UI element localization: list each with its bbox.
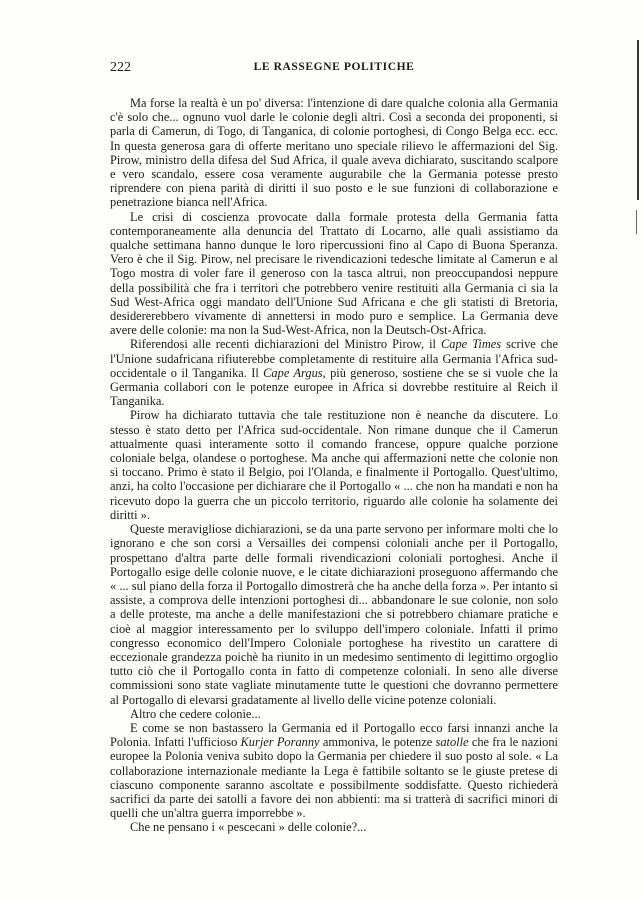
article-body xyxy=(110,96,558,835)
paragraph: E come se non bastassero la Germania ed il Portogallo ecco farsi innanzi anche la Polonia. Infatti l'ufficioso Kurjer Poranny ammoniva, le potenze satolle che fra le nazioni europee la Polonia veniva subito dopo la Germania per chiedere il suo posto al sole. « La collaborazione internazionale mediante la Lega è fattibile soltanto se le giuste pretese di ciascuno componente saranno ascoltate e possibilmente soddisfatte. Questo richiederà sacrifici da parte dei satolli a favore dei non abbienti: ma si tratterà di sacrifici minori di quelli che un'altra guerra imporrebbe ». xyxy=(110,720,559,821)
paragraph: Ma forse la realtà è un po' diversa: l'intenzione di dare qualche colonia alla Germania c'è solo che... ognuno vuol darle le colonie degli altri. Così a seconda dei proponenti, si parla di Camerun, di Togo, di Tanganica, di colonie portoghesi, di Congo Belga ecc. ecc. In questa generosa gara di offerte meritano uno speciale rilievo le affermazioni del Sig. Pirow, ministro della difesa del Sud Africa, il quale aveva dichiarato, suscitando scalpore e vero scandalo, essere cosa veramente augurabile che la Germania potesse presto riprendere con piena parità di diritti il suo posto e le sue funzioni di collaborazione e penetrazione bianca nell'Africa. xyxy=(110,96,558,210)
running-title: LE RASSEGNE POLITICHE xyxy=(253,61,415,73)
page-number: 222 xyxy=(110,60,131,75)
paragraph: Altro che cedere colonie... xyxy=(130,706,261,721)
paragraph: Che ne pensano i « pescecani » delle colonie?... xyxy=(130,820,367,835)
paragraph: Le crisi di coscienza provocate dalla formale protesta della Germania fatta contemporaneamente alla denuncia del Trattato di Locarno, alle quali assistiamo da qualche settimana hanno dunque le loro ripercussioni fino al Capo di Buona Speranza. Vero è che il Sig. Pirow, nel precisare le rivendicazioni tedesche limitate al Camerun e al Togo mostra di voler fare il generoso con la tasca altrui, non preoccupandosi neppure della possibilità che fra i territori che potrebbero venire restituiti alla Germania ci sia la Sud West-Africa oggi mandato dell'Unione Sud Africana e che gli statisti di Bretoria, desidererebbero vivamente di annettersi in modo puro e semplice. La Germania deve avere delle colonie: ma non la Sud-West-Africa, non la Deutsch-Ost-Africa. xyxy=(110,209,558,338)
page-header xyxy=(110,60,558,78)
scan-edge-mark xyxy=(636,210,637,234)
paragraph: Pirow ha dichiarato tuttavia che tale restituzione non è neanche da discutere. Lo stesso è stato detto per l'Africa sud-occidentale. Non rimane dunque che il Camerun attualmente quasi interamente sotto il comando francese, oppure qualche porzione coloniale belga, olandese o portoghese. Ma anche qui affermazioni nette che colonie non si toccano. Primo è stato il Belgio, poi l'Olanda, e finalmente il Portogallo. Quest'ultimo, anzi, ha colto l'occasione per dichiarare che il Portogallo « ... che non ha mandati e non ha ricevuto dopo la guerra che un piccolo territorio, riguardo alle colonie ha solamente dei diritti ». xyxy=(110,408,558,522)
paragraph: Queste meravigliose dichiarazioni, se da una parte servono per informare molti che lo ignorano e che son corsi a Versailles dei compensi coloniali anche per il Portogallo, prospettano d'altra parte delle formali rivendicazioni coloniali portoghesi. Anche il Portogallo esige delle colonie nuove, e le citate dichiarazioni proseguono affermando che « ... sul piano della forza il Portogallo dimostrerà che ha anche della forza ». Per intanto si assiste, a comprova delle intenzioni portoghesi di... abbandonare le sue colonie, non solo a delle proteste, ma anche a delle manifestazioni che si potrebbero chiamare pratiche e cioè al maggior interessamento per lo sviluppo dell'impero coloniale. Infatti il primo congresso economico dell'Impero Coloniale portoghese ha rivestito un carattere di eccezionale grandezza poichè ha riunito in un medesimo sentimento di legittimo orgoglio tutto ciò che il Portogallo conta in fatto di competenze coloniali. In seno alle diverse commissioni sono state vagliate minutamente tutte le questioni che dovranno permettere al Portogallo di elevarsi gradatamente al livello delle vicine potenze coloniali. xyxy=(110,522,558,707)
scan-edge-mark xyxy=(637,40,639,200)
paragraph: Riferendosi alle recenti dichiarazioni del Ministro Pirow, il Cape Times scrive che l'Unione sudafricana rifiuterebbe completamente di restituire alla Germania l'Africa sud-occidentale o il Tanganika. Il Cape Argus, più generoso, sostiene che se si vuole che la Germania collabori con le potenze europee in Africa si dovrebbe restituire al Reich il Tanganika. xyxy=(110,337,559,409)
